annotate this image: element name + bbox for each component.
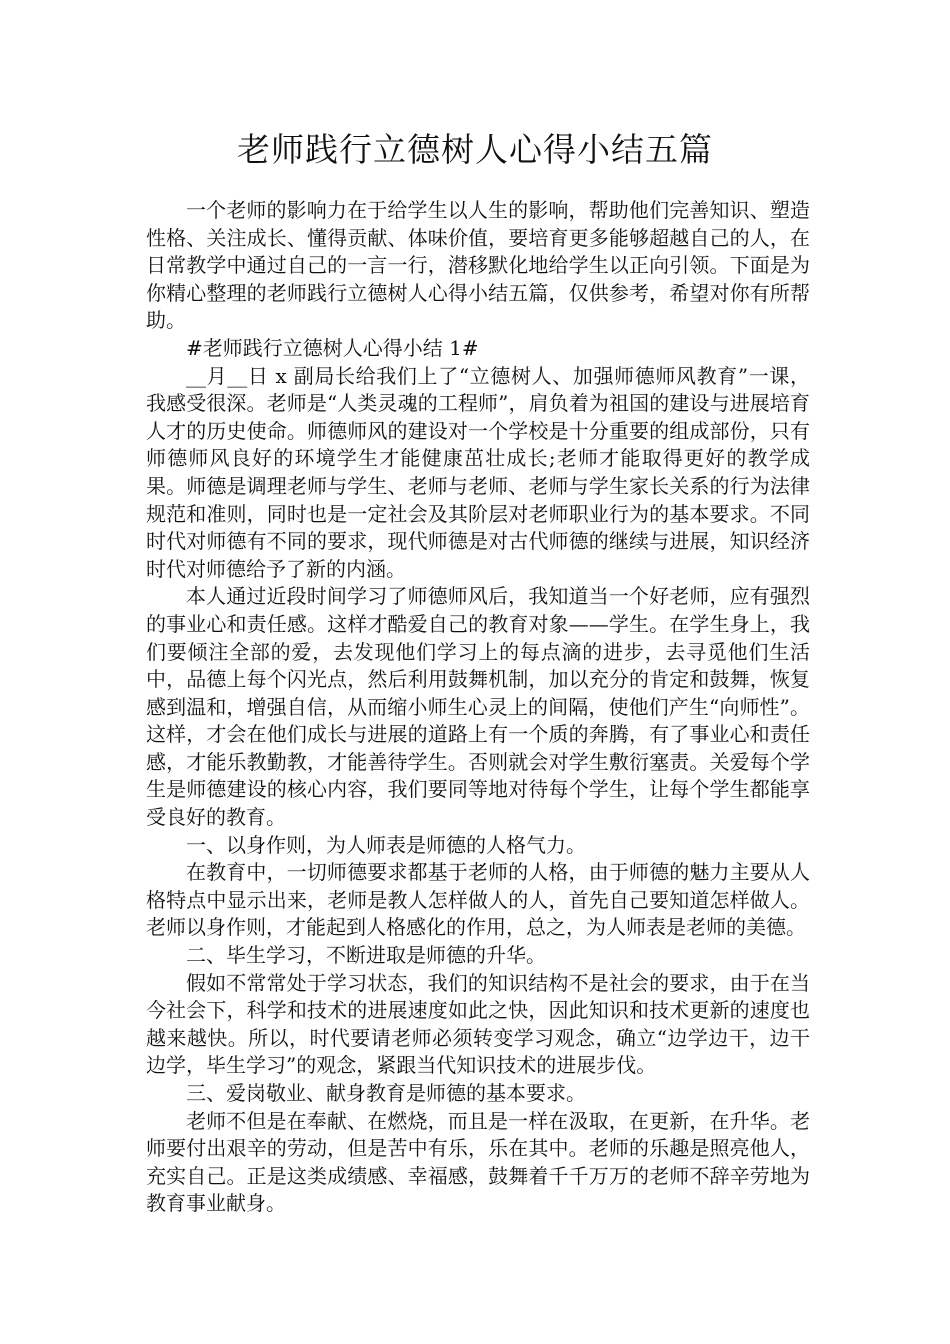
body-paragraph: 老师不但是在奉献、在燃烧，而且是一样在汲取，在更新，在升华。老师要付出艰辛的劳动，但是苦中有乐，乐在其中。老师的乐趣是照亮他人，充实自己。正是这类成绩感、幸福感，鼓舞着千千万万的老师不辞辛劳地为教育事业献身。 xyxy=(146,1108,810,1216)
body-paragraph: __月__日 x 副局长给我们上了“立德树人、加强师德师风教育”一课，我感受很深。老师是“人类灵魂的工程师”，肩负着为祖国的建设与进展培育人才的历史使命。师德师风的建设对一个学校是十分重要的组成部份，只有师德师风良好的环境学生才能健康茁壮成长;老师才能取得更好的教学成果。师德是调理老师与学生、老师与老师、老师与学生家长关系的行为法律规范和准则，同时也是一定社会及其阶层对老师职业行为的基本要求。不同时代对师德有不同的要求，现代师德是对古代师德的继续与进展，知识经济时代对师德给予了新的内涵。 xyxy=(146,363,810,581)
point-heading: 二、毕生学习，不断进取是师德的升华。 xyxy=(186,943,546,968)
document-body xyxy=(146,197,810,1218)
point-heading: 一、以身作则，为人师表是师德的人格气力。 xyxy=(186,832,586,857)
body-paragraph: 在教育中，一切师德要求都基于老师的人格，由于师德的魅力主要从人格特点中显示出来，老师是教人怎样做人的人，首先自己要知道怎样做人。老师以身作则，才能起到人格感化的作用，总之，为人师表是老师的美德。 xyxy=(146,860,810,940)
document-title: 老师践行立德树人心得小结五篇 xyxy=(237,130,713,169)
point-heading: 三、爱岗敬业、献身教育是师德的基本要求。 xyxy=(186,1081,586,1105)
intro-paragraph: 一个老师的影响力在于给学生以人生的影响，帮助他们完善知识、塑造性格、关注成长、懂得贡献、体味价值，要培育更多能够超越自己的人，在日常教学中通过自己的一言一行，潜移默化地给学生以正向引领。下面是为你精心整理的老师践行立德树人心得小结五篇，仅供参考，希望对你有所帮助。 xyxy=(146,198,810,333)
body-paragraph: 假如不常常处于学习状态，我们的知识结构不是社会的要求，由于在当今社会下，科学和技术的进展速度如此之快，因此知识和技术更新的速度也越来越快。所以，时代要请老师必须转变学习观念，确立“边学边干，边干边学，毕生学习”的观念，紧跟当代知识技术的进展步伐。 xyxy=(146,970,810,1078)
section-heading: #老师践行立德树人心得小结 1# xyxy=(186,335,479,360)
body-paragraph: 本人通过近段时间学习了师德师风后，我知道当一个好老师，应有强烈的事业心和责任感。这样才酷爱自己的教育对象——学生。在学生身上，我们要倾注全部的爱，去发现他们学习上的每点滴的进步，去寻觅他们生活中，品德上每个闪光点，然后利用鼓舞机制，加以充分的肯定和鼓舞，恢复感到温和，增强自信，从而缩小师生心灵上的间隔，使他们产生“向师性”。这样，才会在他们成长与进展的道路上有一个质的奔腾，有了事业心和责任感，才能乐教勤教，才能善待学生。否则就会对学生敷衍塞责。关爱每个学生是师德建设的核心内容，我们要同等地对待每个学生，让每个学生都能享受良好的教育。 xyxy=(146,584,810,830)
